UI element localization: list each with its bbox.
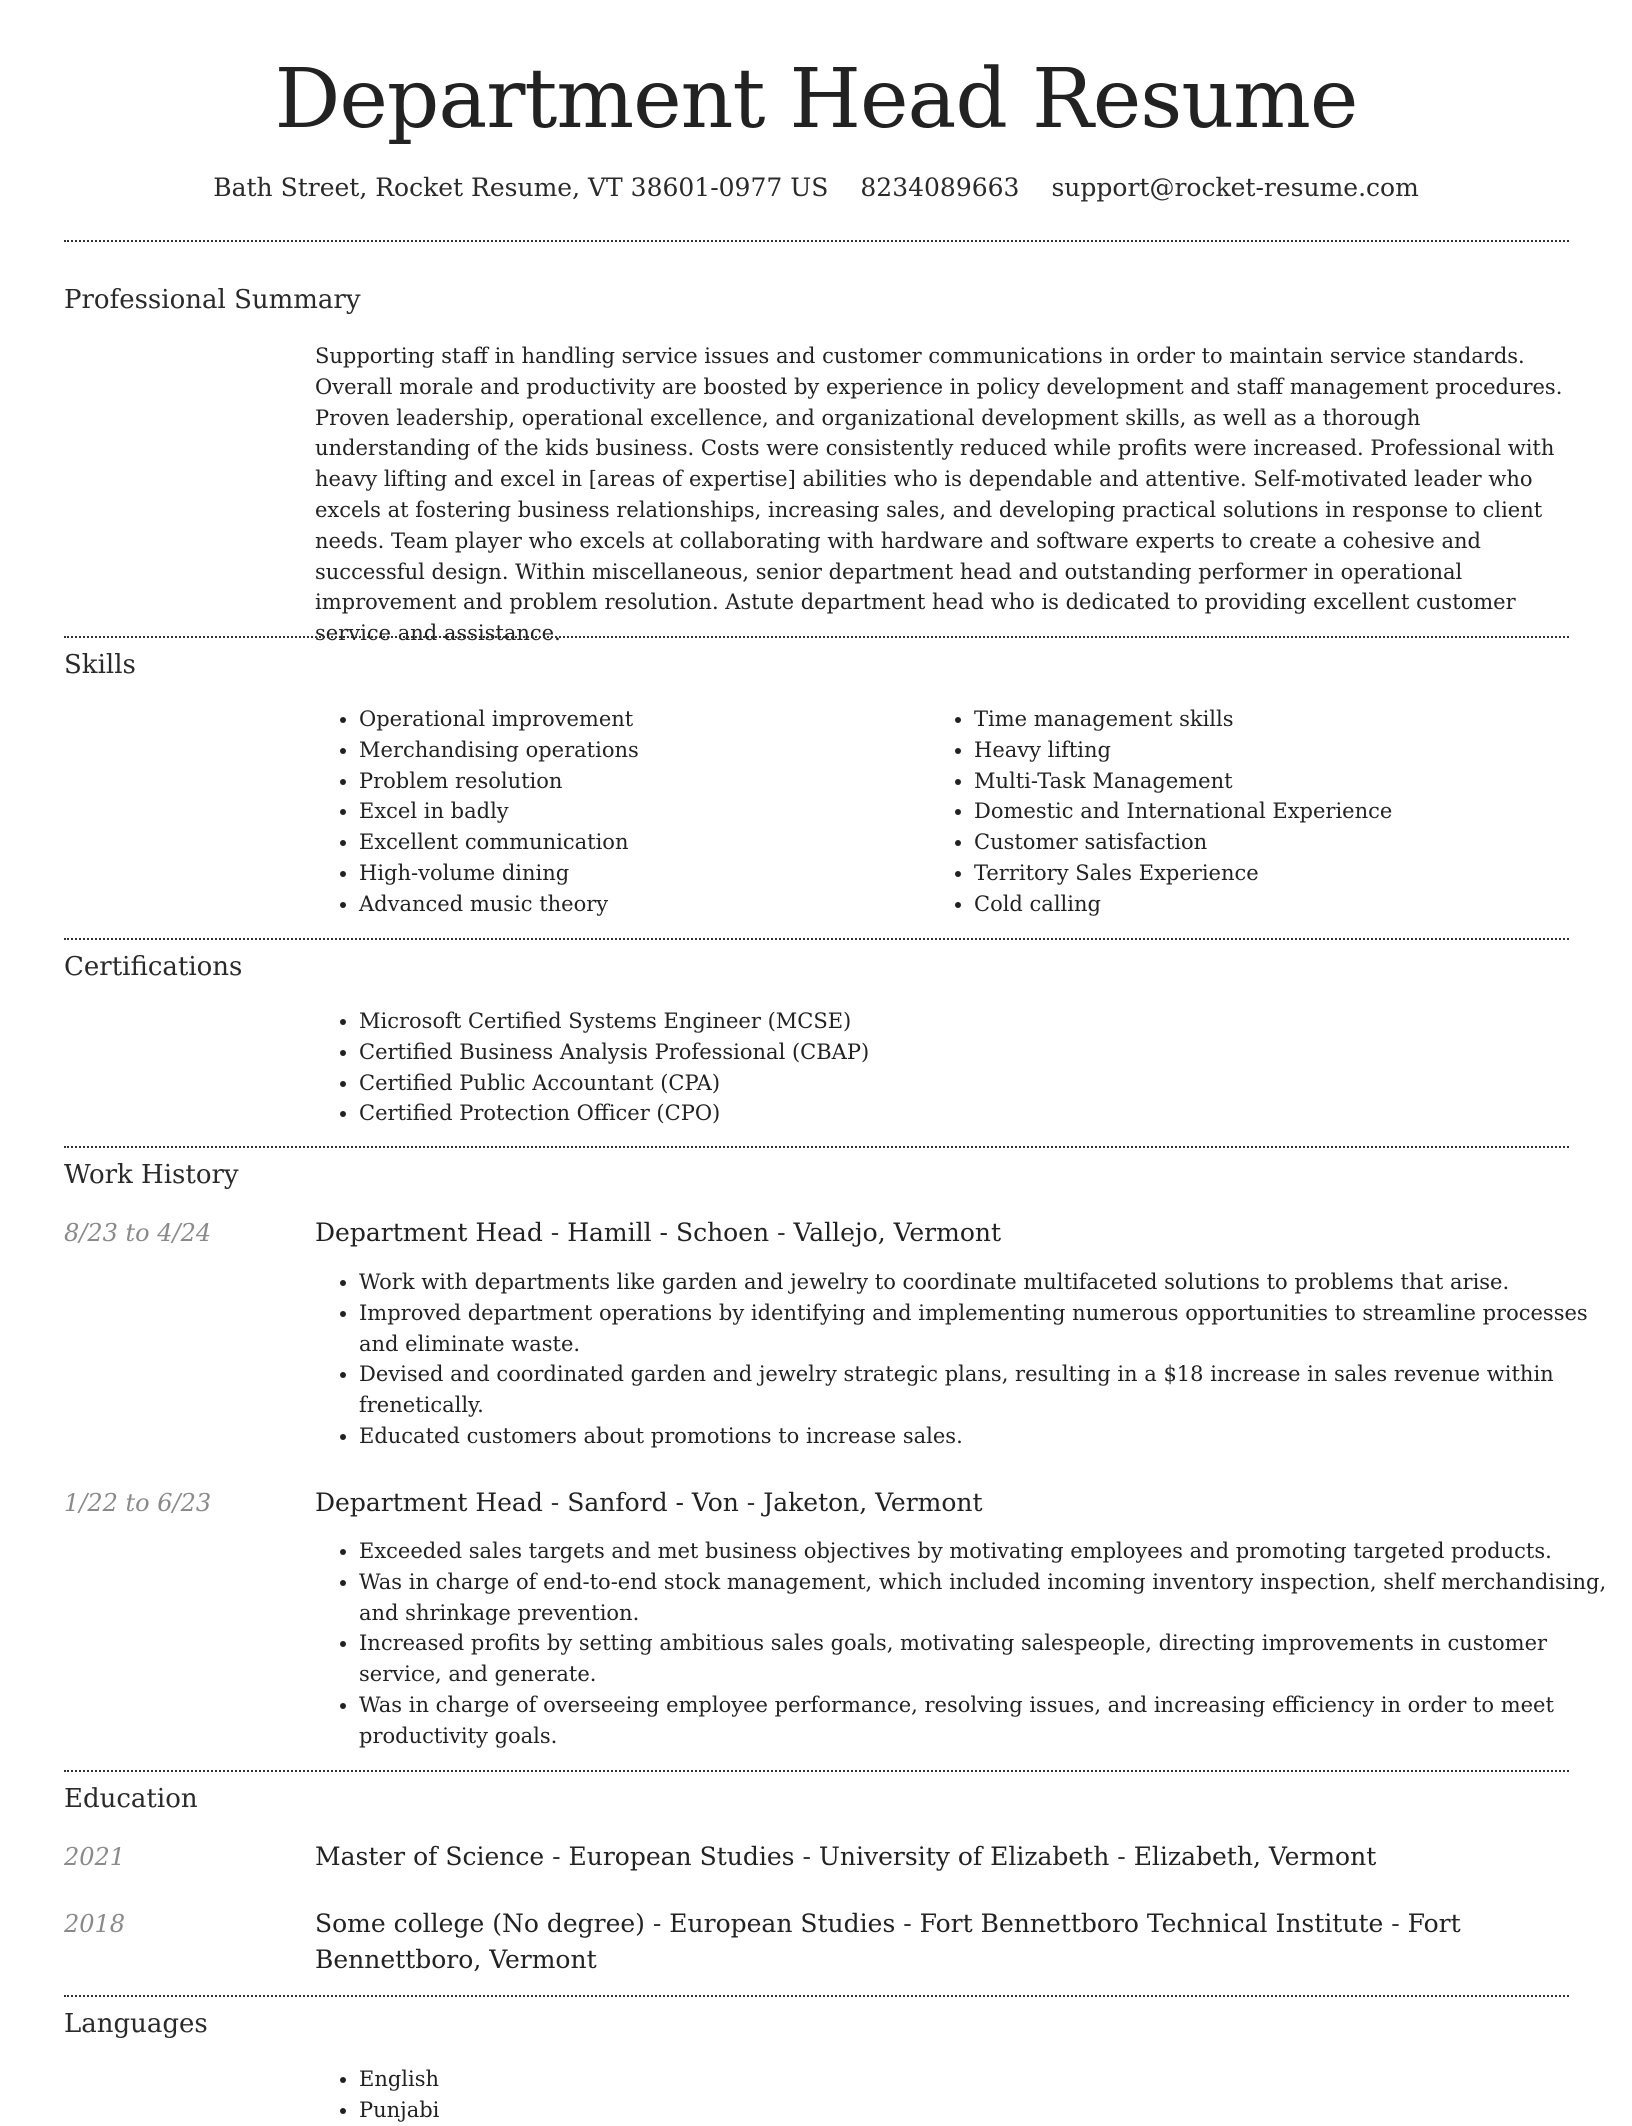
certification-item: • Microsoft Certified Systems Engineer (MCSE) [359, 1006, 1559, 1037]
job-bullets [315, 1536, 1614, 1752]
skill-item: • Domestic and International Experience [974, 796, 1594, 827]
job-bullet: • Improved department operations by identifying and implementing numerous opportunities to streamline processes and eliminate waste. [359, 1298, 1614, 1360]
skill-item: • Excellent communication [359, 827, 919, 858]
skills-list-right [930, 704, 1594, 920]
skill-item: • Problem resolution [359, 766, 919, 797]
job-bullet: • Work with departments like garden and jewelry to coordinate multifaceted solutions to problems that arise. [359, 1267, 1614, 1298]
job-bullet: • Exceeded sales targets and met business objectives by motivating employees and promoting targeted products. [359, 1536, 1614, 1567]
job-company: Sanford - Von [567, 1488, 739, 1517]
education-location: Elizabeth, Vermont [1133, 1842, 1377, 1871]
education-field: European Studies [568, 1842, 795, 1871]
summary-text: Supporting staff in handling service issues and customer communications in order to maintain service standards. Overall morale and productivity are boosted by experience in policy development and staff management procedures. Proven leadership, operational excellence, and organizational development skills, as well as a thorough understanding of the kids business. Costs were consistently reduced while profits were increased. Professional with heavy lifting and excel in [areas of expertise] abilities who is dependable and attentive. Self-motivated leader who excels at fostering business relationships, increasing sales, and developing practical solutions in response to client needs. Team player who excels at collaborating with hardware and software experts to create a cohesive and successful design. Within miscellaneous, senior department head and outstanding performer in operational improvement and problem resolution. Astute department head who is dedicated to providing excellent customer service and assistance. [315, 344, 1563, 646]
job-location: Vallejo, Vermont [793, 1218, 1002, 1247]
job-dates: 1/22 to 6/23 [64, 1489, 212, 1517]
education-line: Master of Science - European Studies - University of Elizabeth - Elizabeth, Vermont [315, 1842, 1377, 1871]
skill-item: • Multi-Task Management [974, 766, 1594, 797]
job-location: Jaketon, Vermont [763, 1488, 983, 1517]
skill-item: • Customer satisfaction [974, 827, 1594, 858]
section-divider [64, 240, 1569, 242]
job-title-line: Department Head - Sanford - Von - Jaketon, Vermont [315, 1488, 983, 1517]
certification-item: • Certified Public Accountant (CPA) [359, 1068, 1559, 1099]
job-bullet: • Devised and coordinated garden and jewelry strategic plans, resulting in a $18 increase in sales revenue within frenetically. [359, 1359, 1614, 1421]
skill-item: • Heavy lifting [974, 735, 1594, 766]
job-bullet: • Educated customers about promotions to increase sales. [359, 1421, 1614, 1452]
skill-item: • Time management skills [974, 704, 1594, 735]
skill-item: • Merchandising operations [359, 735, 919, 766]
skill-item: • Operational improvement [359, 704, 919, 735]
job-title: Department Head [315, 1218, 543, 1247]
education-year: 2018 [64, 1910, 126, 1938]
section-divider [64, 1995, 1569, 1997]
contact-address: Bath Street, Rocket Resume, VT 38601-0977 US [213, 173, 829, 202]
education-school: Fort Bennettboro Technical Institute [919, 1909, 1384, 1938]
education-year: 2021 [64, 1843, 126, 1871]
summary-heading: Professional Summary [64, 285, 361, 315]
contact-line [0, 170, 1632, 206]
section-divider [64, 938, 1569, 940]
education-location: Fort Bennettboro, Vermont [315, 1909, 1461, 1974]
job-dates: 8/23 to 4/24 [64, 1219, 212, 1247]
skills-heading: Skills [64, 650, 136, 680]
contact-email: support@rocket-resume.com [1051, 173, 1419, 202]
section-divider [64, 1146, 1569, 1148]
job-title: Department Head [315, 1488, 543, 1517]
language-item: • Punjabi [359, 2095, 959, 2126]
languages-list [315, 2064, 959, 2126]
education-school: University of Elizabeth [818, 1842, 1110, 1871]
education-degree: Master of Science [315, 1842, 545, 1871]
certifications-heading: Certifications [64, 952, 243, 982]
certification-item: • Certified Business Analysis Professional (CBAP) [359, 1037, 1559, 1068]
job-company: Hamill - Schoen [567, 1218, 770, 1247]
job-bullets [315, 1267, 1614, 1452]
skill-item: • Cold calling [974, 889, 1594, 920]
work-history-heading: Work History [64, 1160, 239, 1190]
certification-item: • Certified Protection Officer (CPO) [359, 1098, 1559, 1129]
section-divider [64, 1770, 1569, 1772]
job-title-line: Department Head - Hamill - Schoen - Vallejo, Vermont [315, 1218, 1002, 1247]
section-divider [64, 636, 1569, 638]
language-item: • English [359, 2064, 959, 2095]
job-bullet: • Was in charge of end-to-end stock management, which included incoming inventory inspection, shelf merchandising, and shrinkage prevention. [359, 1567, 1614, 1629]
education-field: European Studies [669, 1909, 896, 1938]
skills-list-left [315, 704, 919, 920]
job-bullet: • Was in charge of overseeing employee performance, resolving issues, and increasing efficiency in order to meet productivity goals. [359, 1690, 1614, 1752]
education-line: Some college (No degree) - European Studies - Fort Bennettboro Technical Institute - Fort Bennettboro, Vermont [315, 1909, 1461, 1974]
resume-title: Department Head Resume [274, 52, 1358, 147]
job-bullet: • Increased profits by setting ambitious sales goals, motivating salespeople, directing improvements in customer service, and generate. [359, 1628, 1614, 1690]
languages-heading: Languages [64, 2009, 208, 2039]
skill-item: • High-volume dining [359, 858, 919, 889]
certifications-list [315, 1006, 1559, 1129]
skill-item: • Territory Sales Experience [974, 858, 1594, 889]
education-heading: Education [64, 1784, 198, 1814]
contact-phone: 8234089663 [860, 173, 1020, 202]
skill-item: • Excel in badly [359, 796, 919, 827]
skill-item: • Advanced music theory [359, 889, 919, 920]
education-degree: Some college (No degree) [315, 1909, 645, 1938]
